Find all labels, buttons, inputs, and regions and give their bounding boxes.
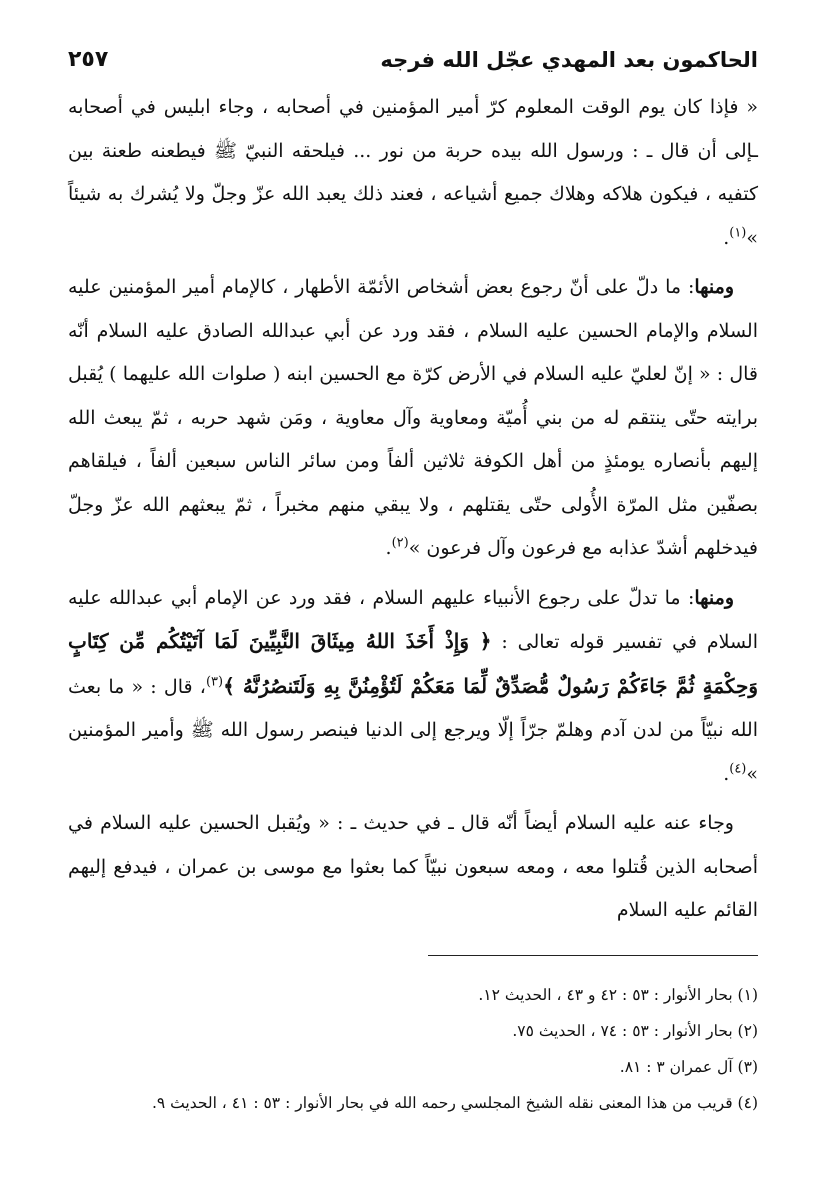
running-title: الحاكمون بعد المهدي عجّل الله فرجه [380, 48, 758, 72]
book-page [68, 32, 759, 1112]
page-number: ٢٥٧ [68, 47, 109, 72]
text-run: . [723, 226, 730, 249]
footnotes [68, 977, 758, 1121]
footnote-ref: (٣) [205, 674, 224, 690]
section-lead: ومنها [694, 586, 734, 609]
text-run: ، قال : « ما بعث الله نبيّاً من لدن آدم وهلمّ جرّاً إلّا ويرجع إلى الدنيا فينصر رسول الله ﷺ وأمير المؤمنين » [68, 675, 758, 785]
text-run: « فإذا كان يوم الوقت المعلوم كرّ أمير المؤمنين في أصحابه ، وجاء ابليس في أصحابه ـإلى أن قال ـ : ورسول الله بيده حربة من نور ... فيلحقه النبيّ ﷺ فيطعنه طعنة بين كتفيه ، فيكون هلاكه وهلاك جميع أشياعه ، فعند ذلك يعبد الله عزّ وجلّ ولا يُشرك به شيئاً » [68, 96, 758, 249]
paragraph [68, 86, 758, 260]
footnote: (٣) آل عمران ٣ : ٨١. [619, 1058, 758, 1076]
footnote: (٢) بحار الأنوار : ٥٣ : ٧٤ ، الحديث ٧٥. [512, 1022, 758, 1040]
footnote: (١) بحار الأنوار : ٥٣ : ٤٢ و ٤٣ ، الحديث ١٢. [478, 986, 758, 1004]
footnote: (٤) قريب من هذا المعنى نقله الشيخ المجلسي رحمه الله في بحار الأنوار : ٥٣ : ٤١ ، الحديث ٩. [151, 1094, 758, 1112]
text-run: . [385, 537, 392, 559]
quran-verse: ﴿ وَإِذْ أَخَذَ اللهُ مِيثَاقَ النَّبِيِّينَ لَمَا آتَيْتُكُم مِّن كِتَابٍ وَحِكْمَةٍ ثُمَّ جَاءَكُمْ رَسُولٌ مُّصَدِّقٌ لِّمَا مَعَكُمْ لَتُؤْمِنُنَّ بِهِ وَلَتَنصُرُنَّهُ ﴾ [68, 629, 759, 698]
text-run: . [723, 762, 730, 785]
paragraph [68, 802, 758, 933]
footnote-ref: (٢) [391, 535, 409, 551]
paragraph [68, 577, 758, 797]
section-lead: ومنها [694, 276, 734, 298]
body-text [68, 86, 758, 933]
footnote-ref: (٤) [729, 761, 747, 777]
page-header [68, 32, 758, 72]
text-run: : ما دلّ على أنّ رجوع بعض أشخاص الأئمّة الأطهار ، كالإمام أمير المؤمنين عليه السلام والإمام الحسين عليه السلام ، فقد ورد عن أبي عبدالله الصادق عليه السلام أنّه قال : « إنّ لعليّ عليه السلام في الأرض كرّة مع الحسين ابنه ( صلوات الله عليهما ) يُقبل برايته حتّى ينتقم له من بني أُميّة ومعاوية وآل معاوية ، ومَن شهد حربه ، ثمّ يبعث الله إليهم بأنصاره يومئذٍ من أهل الكوفة ثلاثين ألفاً ومن سائر الناس سبعين ألفاً ، فيلقاهم بصفّين مثل المرّة الأُولى حتّى يقتلهم ، ولا يبقي منهم مخبراً ، ثمّ يبعثهم الله عزّ وجلّ فيدخلهم أشدّ عذابه مع فرعون وآل فرعون » [68, 276, 758, 559]
text-run: : ما تدلّ على رجوع الأنبياء عليهم السلام ، فقد ورد عن الإمام أبي عبدالله عليه السلام في تفسير قوله تعالى : [68, 586, 759, 653]
footnote-ref: (١) [729, 225, 747, 241]
text-run: وجاء عنه عليه السلام أيضاً أنّه قال ـ في حديث ـ : « ويُقبل الحسين عليه السلام في أصحابه الذين قُتلوا معه ، ومعه سبعون نبيّاً كما بعثوا مع موسى بن عمران ، فيدفع إليهم القائم عليه السلام [68, 812, 758, 921]
footnote-divider [428, 955, 758, 956]
paragraph [68, 266, 758, 571]
